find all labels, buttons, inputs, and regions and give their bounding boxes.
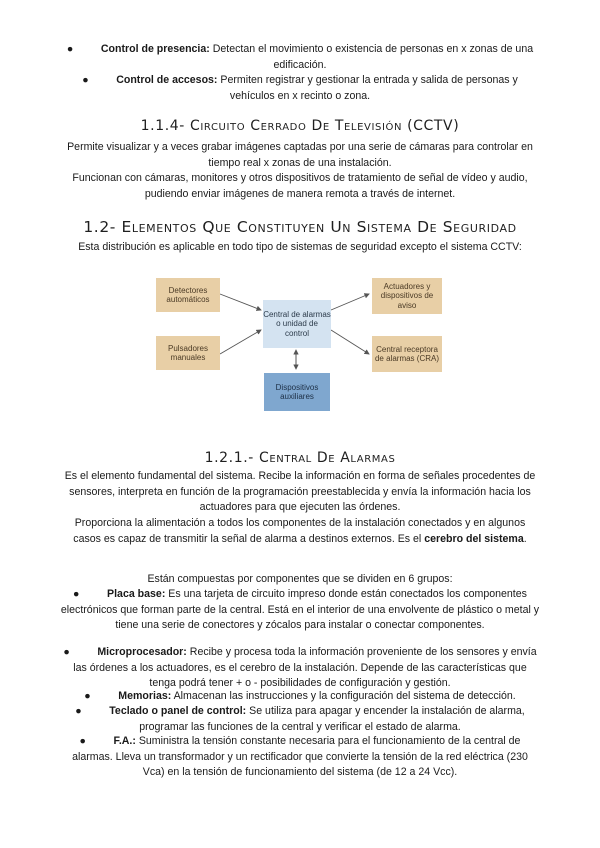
component-text: Se utiliza para apagar y encender la instalación de alarma, programar las funciones de la central y verificar el estado de alarma.	[139, 705, 525, 733]
box-central: Central de alarmas o unidad de control	[263, 300, 331, 348]
arrow-pulsadores-central	[220, 330, 261, 354]
component-text: Es una tarjeta de circuito impreso donde están conectados los componentes electrónicos que forman parte de la central. Está en el interior de una envolvente de plástico o metal y tiene una serie de conectores y zócalos para instalar o conectar componentes.	[60, 588, 540, 631]
bullet-icon: ●	[82, 74, 89, 86]
central-paragraph-2-text: Proporciona la alimentación a todos los componentes de la instalación conectados y en algunos casos es capaz de transmitir la señal de alarma a destinos externos. Es el	[73, 517, 526, 545]
component-term: F.A.:	[113, 735, 136, 747]
bullet-control-presencia	[60, 42, 540, 73]
component-text: Almacenan las instrucciones y la configuración del sistema de detección.	[171, 690, 516, 702]
bullet-text: Detectan el movimiento o existencia de personas en x zonas de una edificación.	[209, 43, 534, 71]
component-teclado	[60, 704, 540, 735]
arrow-central-actuadores	[331, 294, 369, 310]
box-auxiliares: Dispositivos auxiliares	[264, 373, 330, 411]
component-memorias	[60, 689, 540, 705]
bullet-icon: ●	[79, 735, 86, 747]
heading-cctv: 1.1.4- Circuito Cerrado De Televisión (CCTV)	[140, 118, 460, 134]
box-detectores: Detectores automáticos	[156, 278, 220, 312]
bullet-term: Control de presencia:	[100, 43, 210, 55]
central-paragraph-2	[60, 516, 540, 547]
component-microprocesador	[60, 645, 540, 692]
component-term: Teclado o panel de control:	[109, 705, 247, 717]
elementos-intro: Esta distribución es aplicable en todo tipo de sistemas de seguridad excepto el sistema CCTV:	[78, 241, 522, 253]
central-paragraph-2-bold: cerebro del sistema	[424, 532, 524, 545]
bullet-icon: ●	[63, 646, 70, 658]
arrow-central-receptora	[331, 330, 369, 354]
component-text: Suministra la tensión constante necesaria para el funcionamiento de la central de alarmas. Lleva un transformador y un rectificador que convierte la tensión de la red eléctrica (230 Vca) en la tensión de funcionamiento del sistema (de 12 a 24 Vcc).	[72, 735, 528, 778]
bullet-icon: ●	[73, 588, 80, 600]
component-text: Recibe y procesa toda la información proveniente de los sensores y envía las órdenes a los actuadores, es el cerebro de la instalación. Depende de las características que tenga podrá tener + o - posibilidades de configuración y gestión.	[73, 646, 537, 689]
heading-elementos: 1.2- Elementos Que Constituyen Un Sistema De Seguridad	[83, 218, 517, 236]
cctv-paragraph-2: Funcionan con cámaras, monitores y otros dispositivos de tratamiento de señal de vídeo y audio, pudiendo enviar imágenes de manera remota a través de internet.	[72, 172, 528, 200]
bullet-icon: ●	[66, 43, 74, 55]
box-receptora: Central receptora de alarmas (CRA)	[372, 336, 442, 372]
component-term: Memorias:	[118, 690, 172, 702]
bullet-icon: ●	[84, 690, 91, 702]
bullet-text: Permiten registrar y gestionar la entrada y salida de personas y vehículos en x recinto o zona.	[217, 74, 518, 102]
cctv-paragraph-1: Permite visualizar y a veces grabar imágenes captadas por una serie de cámaras para controlar en tiempo real x zonas de una instalación.	[67, 141, 533, 169]
component-placa-base	[60, 587, 540, 634]
central-paragraph-2-end: .	[523, 532, 527, 545]
box-pulsadores: Pulsadores manuales	[156, 336, 220, 370]
arrow-detectores-central	[220, 294, 261, 310]
component-term: Placa base:	[107, 588, 166, 600]
box-actuadores: Actuadores y dispositivos de aviso	[372, 278, 442, 314]
central-paragraph-1: Es el elemento fundamental del sistema. Recibe la información en forma de señales procedentes de sensores, interpreta en función de la programación preestablecida y envía la información hacia los actuadores para que ejecuten las órdenes.	[64, 470, 536, 513]
bullet-term: Control de accesos:	[116, 74, 218, 86]
heading-central-alarmas: 1.2.1.- Central De Alarmas	[204, 450, 396, 466]
bullet-icon: ●	[75, 705, 82, 717]
component-fa	[60, 734, 540, 781]
security-system-diagram	[148, 272, 450, 416]
component-term: Microprocesador:	[97, 646, 187, 658]
bullet-control-accesos	[60, 73, 540, 104]
groups-intro: Están compuestas por componentes que se dividen en 6 grupos:	[147, 573, 453, 585]
